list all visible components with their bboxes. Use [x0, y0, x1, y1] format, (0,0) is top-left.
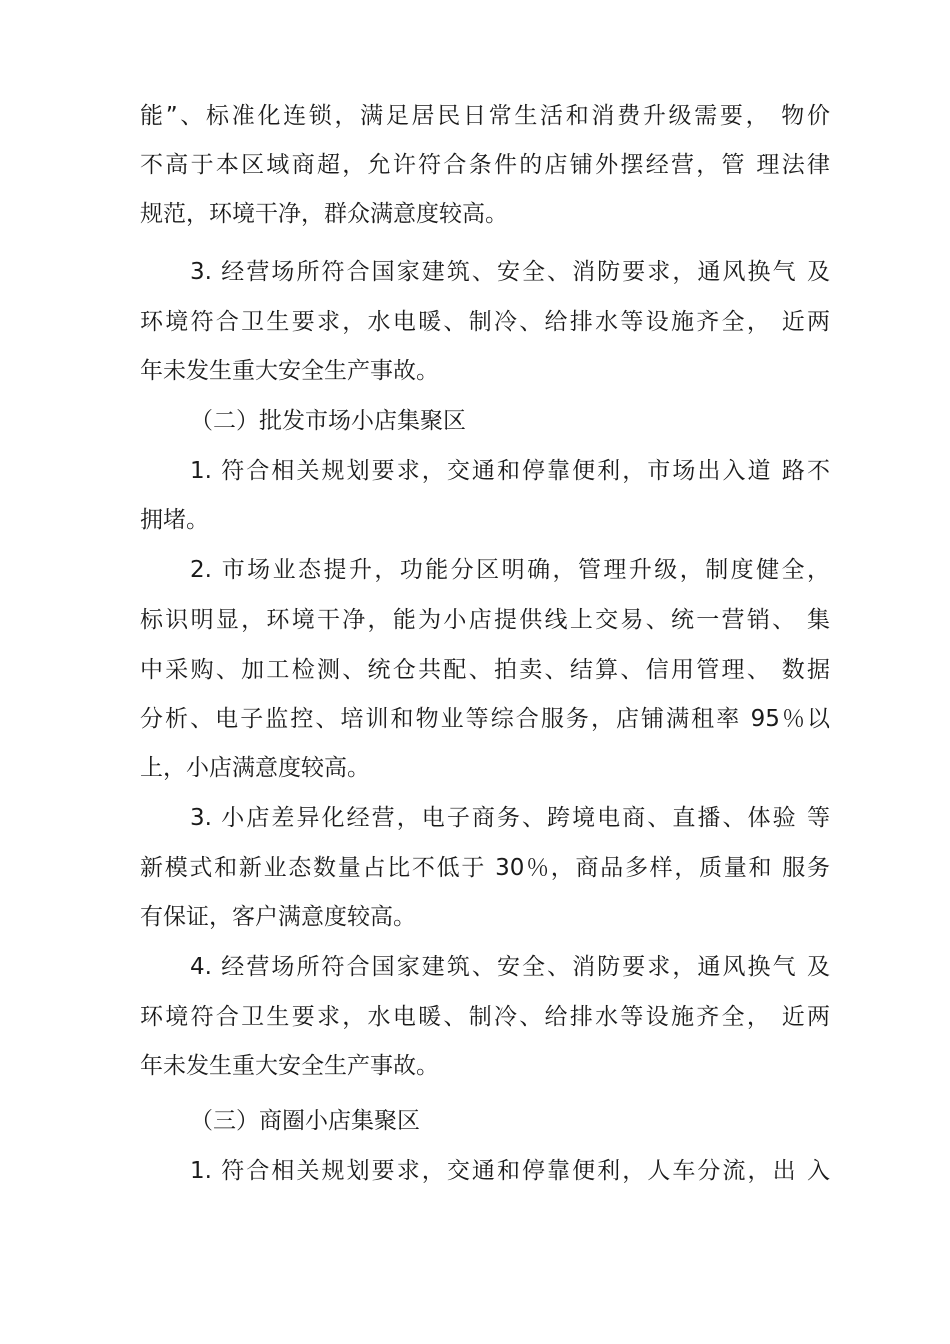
- paragraph-start-line: 4. 经营场所符合国家建筑、安全、消防要求，通风换气 及: [190, 954, 830, 980]
- paragraph-start-line: 3. 经营场所符合国家建筑、安全、消防要求，通风换气 及: [190, 259, 830, 285]
- text-line: 拥堵。: [140, 507, 209, 533]
- section-heading: （三）商圈小店集聚区: [190, 1108, 420, 1134]
- section-heading: （二）批发市场小店集聚区: [190, 408, 466, 434]
- text-line: 环境符合卫生要求，水电暖、制冷、给排水等设施齐全， 近两: [140, 1004, 830, 1030]
- text-line: 环境符合卫生要求，水电暖、制冷、给排水等设施齐全， 近两: [140, 309, 830, 335]
- text-line: 中采购、加工检测、统仓共配、拍卖、结算、信用管理、 数据: [140, 657, 830, 683]
- text-line: 规范，环境干净，群众满意度较高。: [140, 201, 508, 227]
- text-line: 新模式和新业态数量占比不低于 30％，商品多样，质量和 服务: [140, 855, 830, 881]
- text-line: 分析、电子监控、培训和物业等综合服务，店铺满租率 95％以: [140, 706, 830, 732]
- text-line: 年未发生重大安全生产事故。: [140, 1053, 439, 1079]
- text-line: 能”、标准化连锁，满足居民日常生活和消费升级需要， 物价: [140, 103, 830, 129]
- text-line: 年未发生重大安全生产事故。: [140, 358, 439, 384]
- text-line: 标识明显，环境干净，能为小店提供线上交易、统一营销、 集: [140, 607, 830, 633]
- paragraph-start-line: 1. 符合相关规划要求，交通和停靠便利，人车分流，出 入: [190, 1158, 830, 1184]
- paragraph-start-line: 1. 符合相关规划要求，交通和停靠便利，市场出入道 路不: [190, 458, 830, 484]
- paragraph-start-line: 2. 市场业态提升，功能分区明确，管理升级，制度健全，: [190, 557, 830, 583]
- text-line: 有保证，客户满意度较高。: [140, 904, 416, 930]
- text-line: 不高于本区域商超，允许符合条件的店铺外摆经营，管 理法律: [140, 152, 830, 178]
- paragraph-start-line: 3. 小店差异化经营，电子商务、跨境电商、直播、体验 等: [190, 805, 830, 831]
- text-line: 上，小店满意度较高。: [140, 755, 370, 781]
